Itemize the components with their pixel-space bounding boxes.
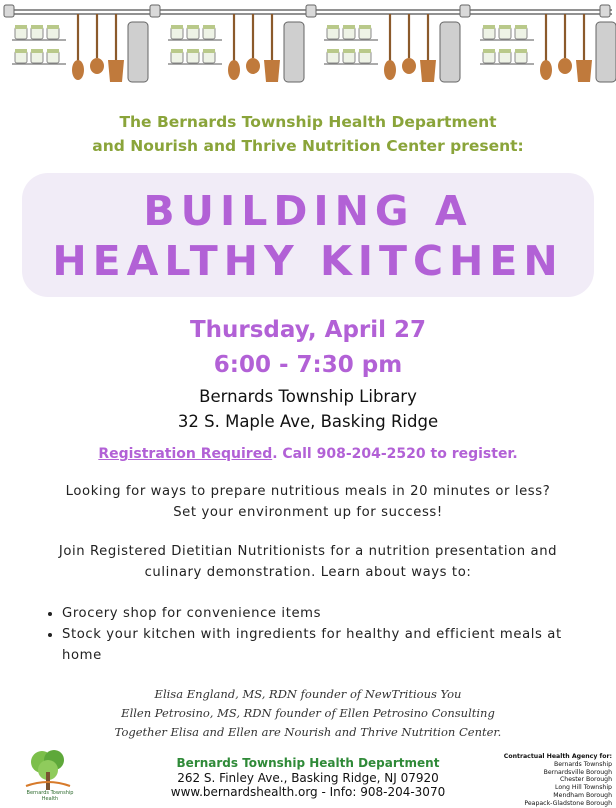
footer-department: Bernards Township Health Department <box>176 756 440 770</box>
intro-line-2: Set your environment up for success! <box>173 505 443 520</box>
event-location <box>0 384 616 434</box>
presenters-line-2: and Nourish and Thrive Nutrition Center present: <box>92 137 524 155</box>
registration-call-text: . Call 908-204-2520 to register. <box>272 446 518 462</box>
presenters-text <box>0 110 616 158</box>
footer-contact <box>150 756 466 800</box>
venue-address: 32 S. Maple Ave, Basking Ridge <box>177 412 439 431</box>
list-item: • Grocery shop for convenience items <box>62 603 602 624</box>
footer-website-phone[interactable]: www.bernardshealth.org - Info: 908-204-3070 <box>170 785 446 799</box>
event-date: Thursday, April 27 <box>189 317 427 343</box>
intro-paragraph <box>20 481 596 523</box>
founders-credits <box>0 685 616 742</box>
agency-town: Bernardsville Borough <box>543 768 612 776</box>
details-line-2: culinary demonstration. Learn about ways to: <box>144 565 472 580</box>
venue-name: Bernards Township Library <box>199 387 417 406</box>
registration-required-link[interactable]: Registration Required <box>98 446 273 462</box>
details-paragraph <box>20 541 596 583</box>
kitchen-utensils-banner <box>0 0 616 92</box>
registration-notice <box>0 446 616 462</box>
agency-heading: Contractual Health Agency for: <box>503 753 612 760</box>
presenters-line-1: The Bernards Township Health Department <box>119 113 497 131</box>
founder-line-1: Elisa England, MS, RDN founder of NewTritious You <box>154 687 462 701</box>
founder-line-3: Together Elisa and Ellen are Nourish and Thrive Nutrition Center. <box>114 725 502 739</box>
title-line-1: BUILDING A <box>143 187 473 235</box>
details-line-1: Join Registered Dietitian Nutritionists for a nutrition presentation and <box>58 544 558 559</box>
topics-list <box>44 603 602 666</box>
agency-town: Mendham Borough <box>553 791 612 799</box>
list-item: • Stock your kitchen with ingredients for healthy and efficient meals at home <box>62 624 602 666</box>
founder-line-2: Ellen Petrosino, MS, RDN founder of Ellen Petrosino Consulting <box>121 706 495 720</box>
footer-address: 262 S. Finley Ave., Basking Ridge, NJ 07920 <box>177 770 439 785</box>
event-title <box>0 186 616 286</box>
title-line-2: HEALTHY KITCHEN <box>52 237 564 285</box>
intro-line-1: Looking for ways to prepare nutritious meals in 20 minutes or less? <box>65 484 551 499</box>
event-time: 6:00 - 7:30 pm <box>213 352 403 378</box>
agency-town: Bernards Township <box>553 760 612 768</box>
agency-town: Chester Borough <box>559 776 612 784</box>
agency-list <box>500 753 612 808</box>
agency-town: Long Hill Township <box>554 784 612 792</box>
logo-caption: Bernards Township Health <box>26 790 74 802</box>
agency-town: Peapack-Gladstone Borough <box>524 799 612 807</box>
